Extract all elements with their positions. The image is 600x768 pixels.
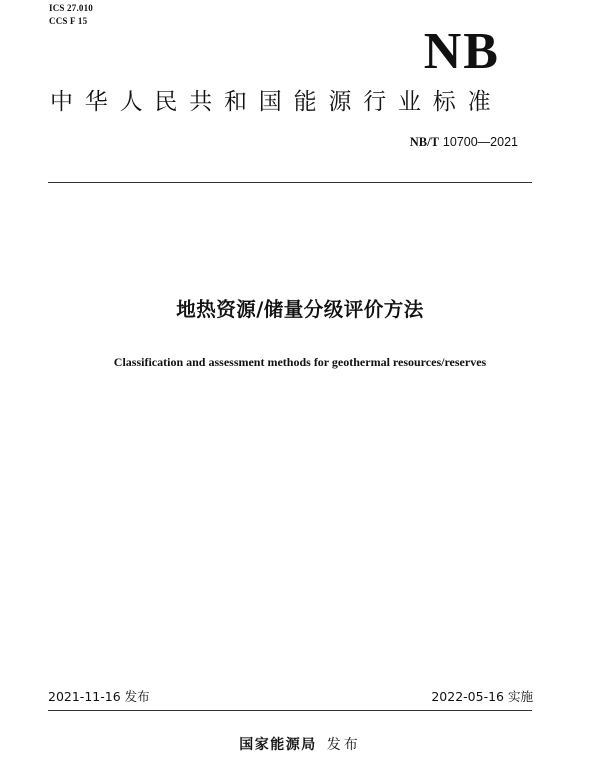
implementation-date-line <box>431 689 533 705</box>
implementation-date: 2022-05-16 <box>431 689 504 704</box>
issue-date-line <box>48 689 150 705</box>
standard-number <box>410 134 518 150</box>
standard-number-value: 10700—2021 <box>442 135 518 149</box>
nb-logo: NB <box>423 23 500 80</box>
issue-action: 发布 <box>326 737 361 753</box>
issuer-name: 国家能源局 <box>239 737 317 753</box>
ccs-code: CCS F 15 <box>49 16 88 26</box>
document-title-en: Classification and assessment methods for geothermal resources/reserves <box>113 355 487 369</box>
bottom-divider <box>48 710 532 711</box>
top-divider <box>48 182 532 183</box>
standard-prefix: NB/T <box>409 135 439 149</box>
issue-date: 2021-11-16 <box>48 689 121 704</box>
issuer-line <box>0 736 600 754</box>
document-title-zh: 地热资源/储量分级评价方法 <box>176 298 424 321</box>
ics-code: ICS 27.010 <box>49 3 94 13</box>
standard-category-title: 中华人民共和国能源行业标准 <box>50 89 503 115</box>
implementation-label: 实施 <box>507 689 533 704</box>
issue-label: 发布 <box>124 689 150 704</box>
